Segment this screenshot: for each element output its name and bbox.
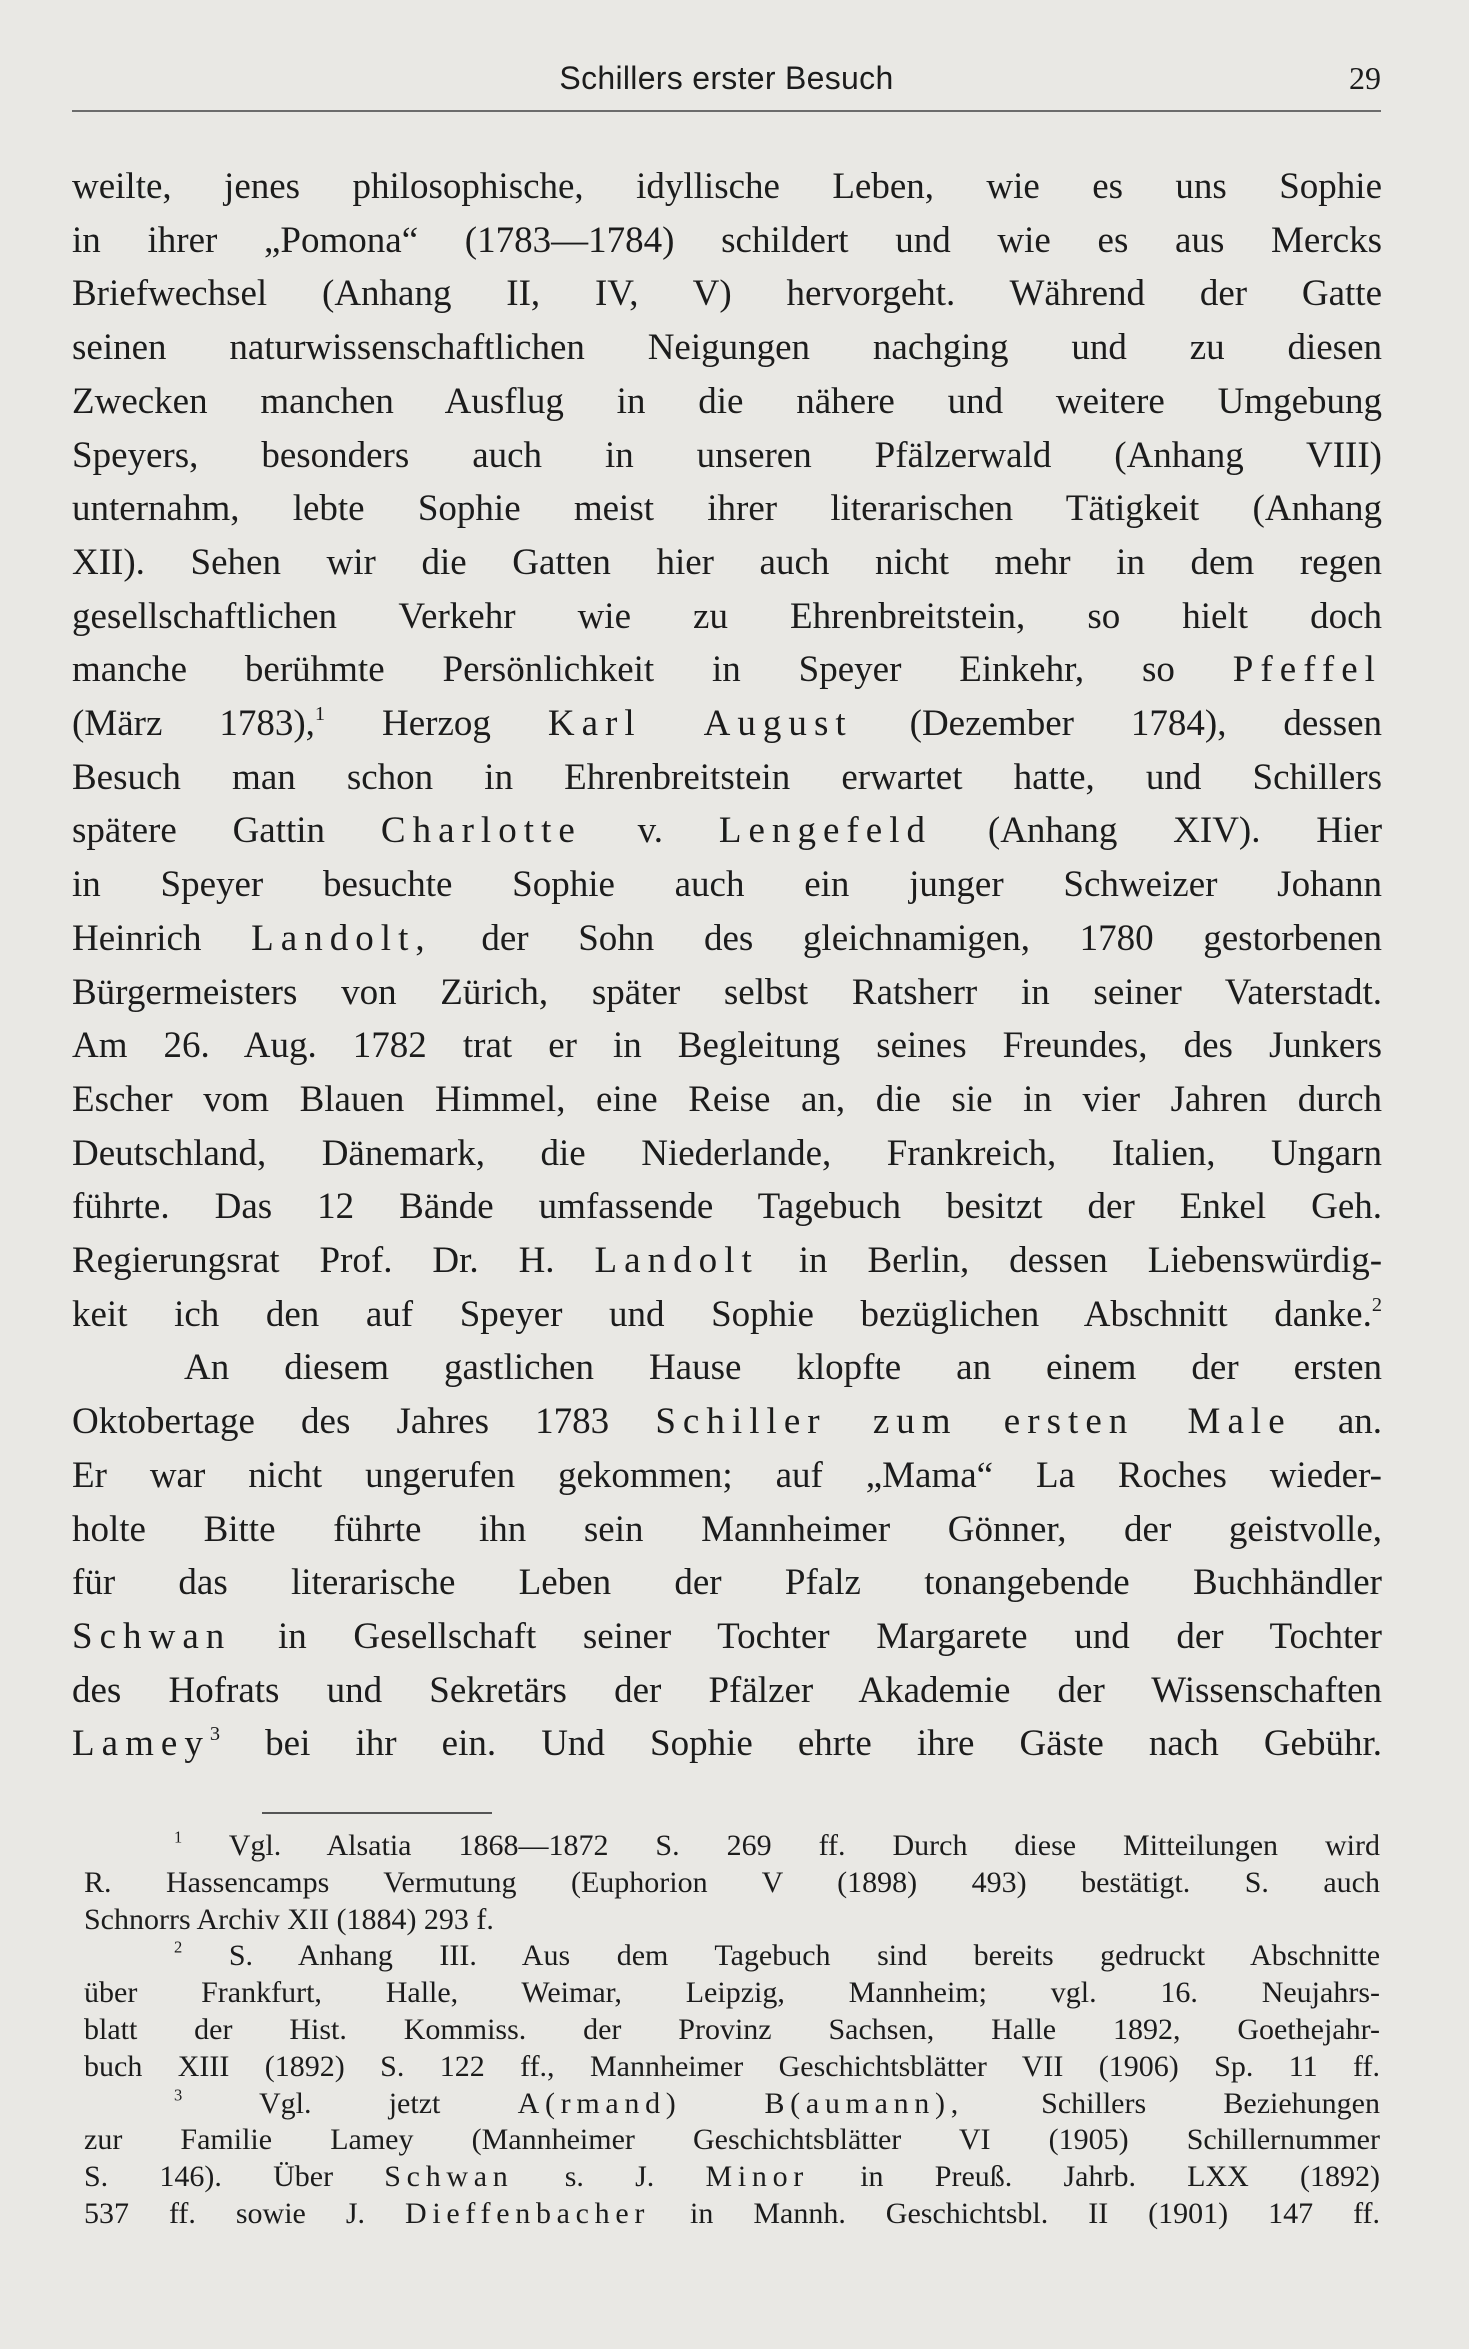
text-line: unternahm, lebte Sophie meist ihrer literarischen Tätigkeit (Anhang: [72, 488, 1382, 530]
footnote-line: [84, 2086, 1380, 2123]
footnote-line: blatt der Hist. Kommiss. der Provinz Sachsen, Halle 1892, Goethejahr-: [84, 2012, 1380, 2046]
footnote-line: über Frankfurt, Halle, Weimar, Leipzig, Mannheim; vgl. 16. Neujahrs-: [84, 1976, 1380, 2010]
page-number: 29: [1349, 60, 1381, 96]
running-title: Schillers erster Besuch: [559, 60, 894, 96]
spaced-name: Karl August: [547, 703, 853, 745]
spaced-name: Lamey: [72, 1723, 210, 1765]
text-run: in Mannh. Geschichtsbl. II (1901) 147 ff.: [690, 2196, 1381, 2230]
text-line: für das literarische Leben der Pfalz tonangebende Buchhändler: [72, 1562, 1382, 1604]
page-header: [72, 58, 1381, 112]
text-line: führte. Das 12 Bände umfassende Tagebuch besitzt der Enkel Geh.: [72, 1186, 1382, 1228]
text-run: s. J.: [564, 2160, 655, 2194]
text-line: Deutschland, Dänemark, die Niederlande, Frankreich, Italien, Ungarn: [72, 1132, 1382, 1174]
text-line: [72, 697, 1382, 751]
text-line: [72, 1717, 1382, 1771]
text-line: An diesem gastlichen Hause klopfte an einem der ersten: [184, 1347, 1382, 1389]
text-run: in Preuß. Jahrb. LXX (1892): [860, 2160, 1381, 2194]
text-line: [72, 1610, 1382, 1664]
text-run: Vgl. jetzt: [258, 2086, 441, 2120]
text-run: (Dezember 1784), dessen: [909, 703, 1383, 745]
text-run: S. Anhang III. Aus dem Tagebuch sind bereits gedruckt Abschnitte: [228, 1939, 1381, 1973]
footnote-2: [84, 1938, 1380, 2085]
text-line: seinen naturwissenschaftlichen Neigungen nachging und zu diesen: [72, 327, 1382, 369]
footnote-line: [84, 2196, 1380, 2233]
footnotes: [84, 1828, 1380, 2233]
footnote-line: zur Familie Lamey (Mannheimer Geschichtsblätter VI (1905) Schillernummer: [84, 2123, 1380, 2157]
footnote-1: [84, 1828, 1380, 1938]
text-line: des Hofrats und Sekretärs der Pfälzer Akademie der Wissenschaften: [72, 1669, 1382, 1711]
spaced-name: Schwan: [72, 1615, 232, 1657]
text-line: [72, 1395, 1382, 1449]
text-run: der Sohn des gleichnamigen, 1780 gestorbenen: [481, 917, 1383, 959]
text-run: an.: [1337, 1401, 1383, 1443]
text-line: weilte, jenes philosophische, idyllische Leben, wie es uns Sophie: [72, 166, 1382, 207]
text-line: Er war nicht ungerufen gekommen; auf „Mama“ La Roches wieder-: [72, 1454, 1382, 1496]
text-line: [72, 1234, 1382, 1288]
footnote-ref: 2: [1371, 1293, 1382, 1316]
text-run: Heinrich: [72, 917, 202, 959]
text-run: Regierungsrat Prof. Dr. H.: [72, 1240, 555, 1282]
text-run: bei ihr ein. Und Sophie ehrte ihre Gäste nach Gebühr.: [265, 1723, 1382, 1765]
footnote-mark: 1: [174, 1827, 183, 1847]
text-run: (März 1783),: [72, 703, 315, 745]
text-line: Briefwechsel (Anhang II, IV, V) hervorgeht. Während der Gatte: [72, 273, 1382, 315]
text-line: Escher vom Blauen Himmel, eine Reise an, die sie in vier Jahren durch: [72, 1078, 1382, 1120]
text-run: (Anhang XIV). Hier: [987, 810, 1383, 852]
text-line: in Speyer besuchte Sophie auch ein junger Schweizer Johann: [72, 864, 1382, 906]
spaced-name: Schwan: [384, 2160, 514, 2194]
spaced-name: Landolt: [594, 1240, 759, 1282]
footnote-line: Schnorrs Archiv XII (1884) 293 f.: [84, 1902, 494, 1936]
text-line: Besuch man schon in Ehrenbreitstein erwartet hatte, und Schillers: [72, 756, 1382, 798]
text-line: [72, 912, 1382, 966]
text-line: [72, 1288, 1382, 1342]
text-run: 537 ff. sowie J.: [84, 2196, 365, 2230]
text-run: in Gesellschaft seiner Tochter Margarete und der Tochter: [277, 1615, 1382, 1657]
spaced-name: Landolt,: [251, 917, 432, 959]
text-line: in ihrer „Pomona“ (1783—1784) schildert und wie es aus Mercks: [72, 219, 1382, 261]
text-run: in Berlin, dessen Liebenswürdig-: [798, 1240, 1383, 1282]
footnote-mark: 2: [174, 1938, 183, 1958]
spaced-name: Charlotte: [380, 810, 582, 852]
spaced-name: Lengefeld: [718, 810, 933, 852]
text-run: manche berühmte Persönlichkeit in Speyer Einkehr, so: [72, 649, 1175, 691]
text-run: S. 146). Über: [84, 2160, 334, 2194]
paragraph-2: [72, 1341, 1382, 1771]
spaced-name: A(rmand) B(aumann),: [517, 2086, 964, 2120]
footnote-3: [84, 2086, 1380, 2233]
text-line: Bürgermeisters von Zürich, später selbst Ratsherr in seiner Vaterstadt.: [72, 971, 1382, 1013]
text-run: Schillers Beziehungen: [1041, 2086, 1380, 2120]
body-text: [72, 160, 1382, 1771]
footnote-divider: [262, 1812, 492, 1814]
text-line: holte Bitte führte ihn sein Mannheimer Gönner, der geistvolle,: [72, 1508, 1382, 1550]
footnote-line: R. Hassencamps Vermutung (Euphorion V (1898) 493) bestätigt. S. auch: [84, 1865, 1380, 1899]
text-run: keit ich den auf Speyer und Sophie bezüglichen Abschnitt danke.: [72, 1293, 1372, 1335]
footnote-line: [84, 1938, 1380, 1975]
footnote-line: [84, 2159, 1380, 2196]
paragraph-1: [72, 160, 1382, 1341]
spaced-text: ersten Male: [1003, 1401, 1292, 1443]
footnote-ref: 1: [314, 702, 326, 725]
footnote-line: buch XIII (1892) S. 122 ff., Mannheimer Geschichtsblätter VII (1906) Sp. 11 ff.: [84, 2049, 1380, 2083]
spaced-text: zum: [872, 1401, 958, 1443]
text-line: Am 26. Aug. 1782 trat er in Begleitung seines Freundes, des Junkers: [72, 1025, 1382, 1067]
text-line: XII). Sehen wir die Gatten hier auch nicht mehr in dem regen: [72, 541, 1382, 583]
spaced-name: Minor: [705, 2160, 809, 2194]
text-run: Herzog: [382, 703, 491, 745]
footnote-line: [84, 1828, 1380, 1865]
spaced-name: Pfeffel: [1232, 649, 1382, 691]
text-line: Zwecken manchen Ausflug in die nähere und weitere Umgebung: [72, 380, 1382, 422]
text-line: Speyers, besonders auch in unseren Pfälzerwald (Anhang VIII): [72, 434, 1382, 476]
footnote-mark: 3: [174, 2085, 183, 2105]
footnote-ref: 3: [209, 1723, 221, 1746]
text-run: spätere Gattin: [72, 810, 326, 852]
text-run: Vgl. Alsatia 1868—1872 S. 269 ff. Durch diese Mitteilungen wird: [228, 1829, 1380, 1862]
text-line: [72, 804, 1382, 858]
text-line: [72, 643, 1382, 697]
text-line: gesellschaftlichen Verkehr wie zu Ehrenbreitstein, so hielt doch: [72, 595, 1382, 637]
text-run: Oktobertage des Jahres 1783: [72, 1401, 610, 1443]
text-run: v.: [637, 810, 664, 852]
spaced-name: Dieffenbacher: [404, 2196, 651, 2230]
spaced-name: Schiller: [655, 1401, 827, 1443]
